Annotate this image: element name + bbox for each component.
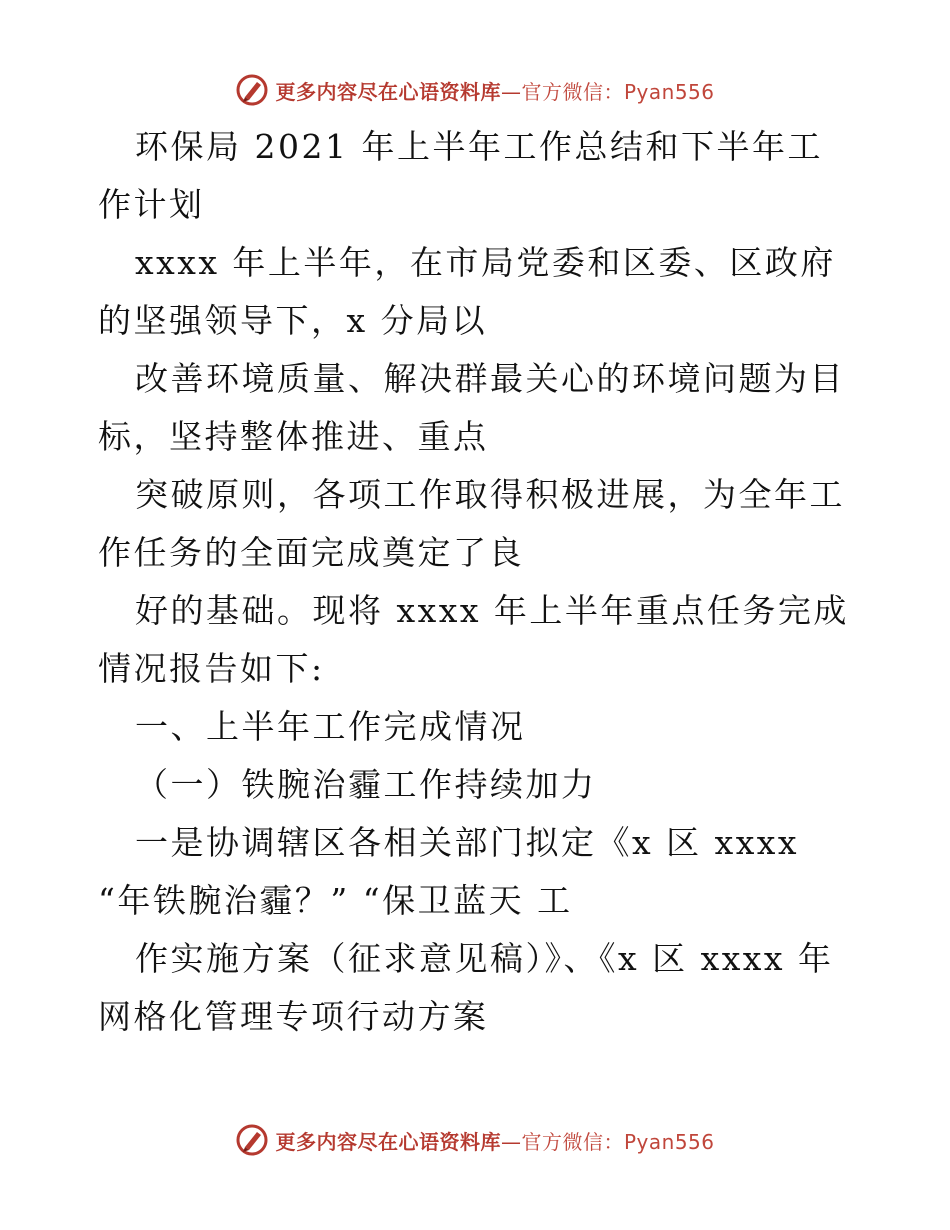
watermark-header (0, 70, 950, 110)
paragraph: 作实施方案（征求意见稿）》、《x 区 xxxx 年网格化管理专项行动方案 (98, 939, 834, 1036)
watermark-separator: — (500, 1129, 522, 1154)
subsection-heading: （一）铁腕治霾工作持续加力 (135, 765, 597, 804)
watermark-wechat-id: Pyan556 (623, 79, 715, 104)
watermark-brand-text: 更多内容尽在心语资料库 (275, 1129, 501, 1154)
section-heading: 一、上半年工作完成情况 (135, 707, 526, 746)
watermark-separator: — (500, 79, 522, 104)
watermark-wechat-id: Pyan556 (623, 1129, 715, 1154)
paragraph: 突破原则，各项工作取得积极进展，为全年工作任务的全面完成奠定了良 (98, 475, 845, 572)
paragraph: 一是协调辖区各相关部门拟定《x 区 xxxx “年铁腕治霾？” “保卫蓝天 工 (98, 823, 800, 920)
pen-logo-icon (235, 1123, 269, 1157)
watermark-footer (0, 1120, 950, 1160)
watermark-wechat-label: 官方微信： (521, 79, 624, 104)
paragraph: 改善环境质量、解决群最关心的环境问题为目标，坚持整体推进、重点 (98, 359, 845, 456)
paragraph: xxxx 年上半年，在市局党委和区委、区政府的坚强领导下，x 分局以 (98, 243, 836, 340)
watermark-brand-text: 更多内容尽在心语资料库 (275, 79, 501, 104)
watermark-wechat-label: 官方微信： (521, 1129, 624, 1154)
paragraph: 好的基础。现将 xxxx 年上半年重点任务完成情况报告如下: (98, 591, 849, 688)
document-title: 环保局 2021 年上半年工作总结和下半年工作计划 (98, 127, 823, 224)
pen-logo-icon (235, 73, 269, 107)
document-body (98, 118, 858, 1046)
